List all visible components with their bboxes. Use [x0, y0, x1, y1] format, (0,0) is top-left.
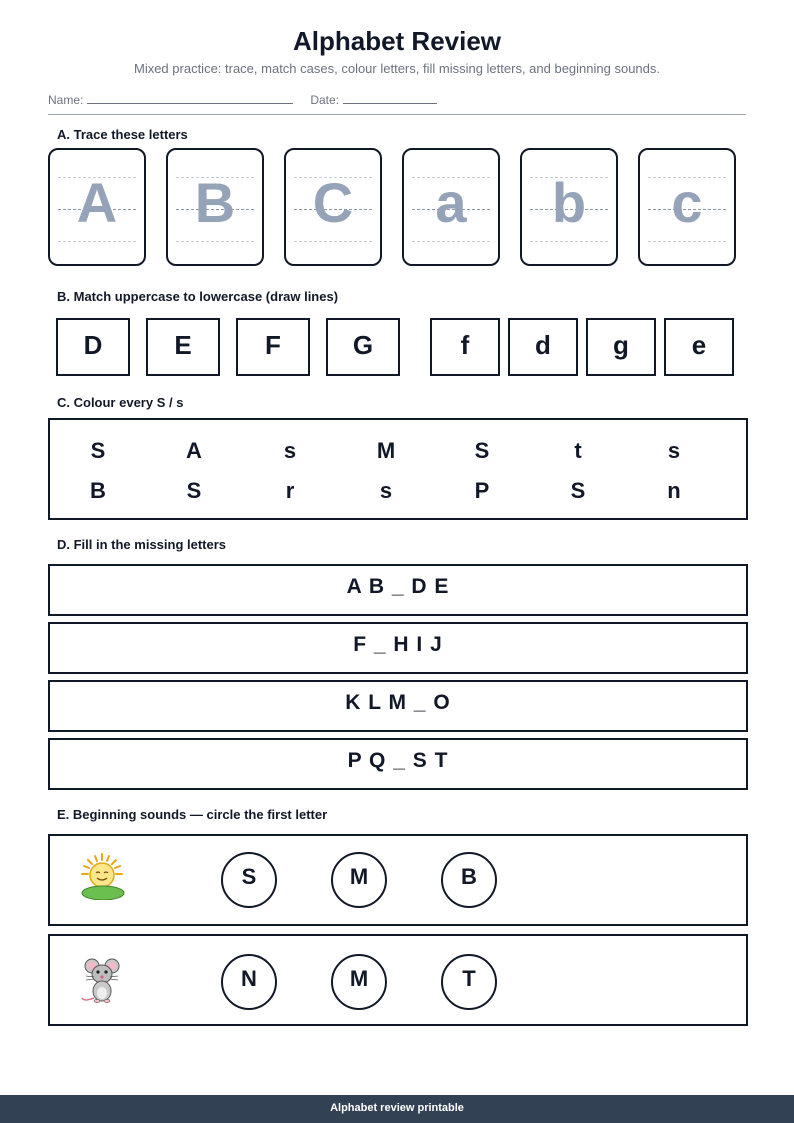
trace-box — [48, 148, 146, 266]
name-label: Name: — [48, 93, 84, 107]
grid-letter[interactable]: P — [474, 478, 490, 503]
missing-letters-row[interactable]: K L M _ O — [48, 680, 748, 732]
guide-line-base — [176, 241, 254, 242]
uppercase-letter-box: G — [326, 318, 400, 376]
trace-letter: a — [435, 171, 467, 234]
section-c-title: C. Colour every S / s — [57, 395, 184, 410]
letter-choice-circle[interactable]: M — [331, 954, 387, 1010]
grid-letter[interactable]: S — [474, 438, 490, 463]
date-line — [343, 91, 437, 104]
grid-letter[interactable]: s — [667, 438, 681, 463]
lowercase-letter-box: g — [586, 318, 656, 376]
trace-letter: A — [76, 171, 118, 234]
grid-letter[interactable]: t — [574, 438, 582, 463]
grid-letter[interactable]: s — [379, 478, 393, 503]
letter-choice-circle[interactable]: B — [441, 852, 497, 908]
uppercase-letter-box: D — [56, 318, 130, 376]
name-date-row — [48, 91, 437, 107]
trace-box — [166, 148, 264, 266]
trace-letter: C — [312, 171, 354, 234]
page-subtitle: Mixed practice: trace, match cases, colour letters, fill missing letters, and beginning sounds. — [133, 61, 661, 76]
colour-letter-grid — [48, 418, 748, 520]
guide-line-base — [412, 241, 490, 242]
missing-letters-row[interactable]: P Q _ S T — [48, 738, 748, 790]
name-line — [87, 91, 293, 104]
grid-letter[interactable]: M — [376, 438, 396, 463]
sun-icon — [80, 852, 126, 900]
section-b-title: B. Match uppercase to lowercase (draw lines) — [57, 289, 339, 304]
letter-choice-circle[interactable]: N — [221, 954, 277, 1010]
missing-letters-row[interactable]: F _ H I J — [48, 622, 748, 674]
page-footer: Alphabet review printable — [0, 1095, 794, 1123]
trace-box — [638, 148, 736, 266]
letter-choice-circle[interactable]: M — [331, 852, 387, 908]
trace-letter: c — [671, 171, 703, 234]
guide-line-base — [648, 241, 726, 242]
date-label: Date: — [310, 93, 340, 107]
lowercase-letter-box: f — [430, 318, 500, 376]
section-e-title: E. Beginning sounds — circle the first letter — [57, 807, 328, 822]
lowercase-letter-box: e — [664, 318, 734, 376]
uppercase-letter-box: F — [236, 318, 310, 376]
letter-choice-circle[interactable]: T — [441, 954, 497, 1010]
guide-line-base — [530, 241, 608, 242]
grid-letter[interactable]: s — [283, 438, 297, 463]
section-a-title: A. Trace these letters — [57, 127, 188, 142]
trace-letter: b — [551, 171, 587, 234]
trace-box — [402, 148, 500, 266]
beginning-sound-row — [48, 834, 748, 926]
section-d-title: D. Fill in the missing letters — [57, 537, 227, 552]
grid-letter[interactable]: A — [186, 438, 202, 463]
grid-letter[interactable]: S — [90, 438, 106, 463]
grid-letter[interactable]: r — [285, 478, 295, 503]
grid-letter[interactable]: B — [90, 478, 106, 503]
trace-box — [520, 148, 618, 266]
guide-line-base — [58, 241, 136, 242]
mouse-icon — [80, 956, 124, 1004]
grid-letter[interactable]: n — [667, 478, 681, 503]
guide-line-base — [294, 241, 372, 242]
grid-letter[interactable]: S — [186, 478, 202, 503]
header-divider — [48, 114, 746, 115]
trace-box — [284, 148, 382, 266]
grid-letter[interactable]: S — [570, 478, 586, 503]
letter-choice-circle[interactable]: S — [221, 852, 277, 908]
lowercase-letter-box: d — [508, 318, 578, 376]
page-title: Alphabet Review — [292, 26, 502, 56]
trace-letter: B — [194, 171, 236, 234]
missing-letters-row[interactable]: A B _ D E — [48, 564, 748, 616]
beginning-sound-row — [48, 934, 748, 1026]
uppercase-letter-box: E — [146, 318, 220, 376]
